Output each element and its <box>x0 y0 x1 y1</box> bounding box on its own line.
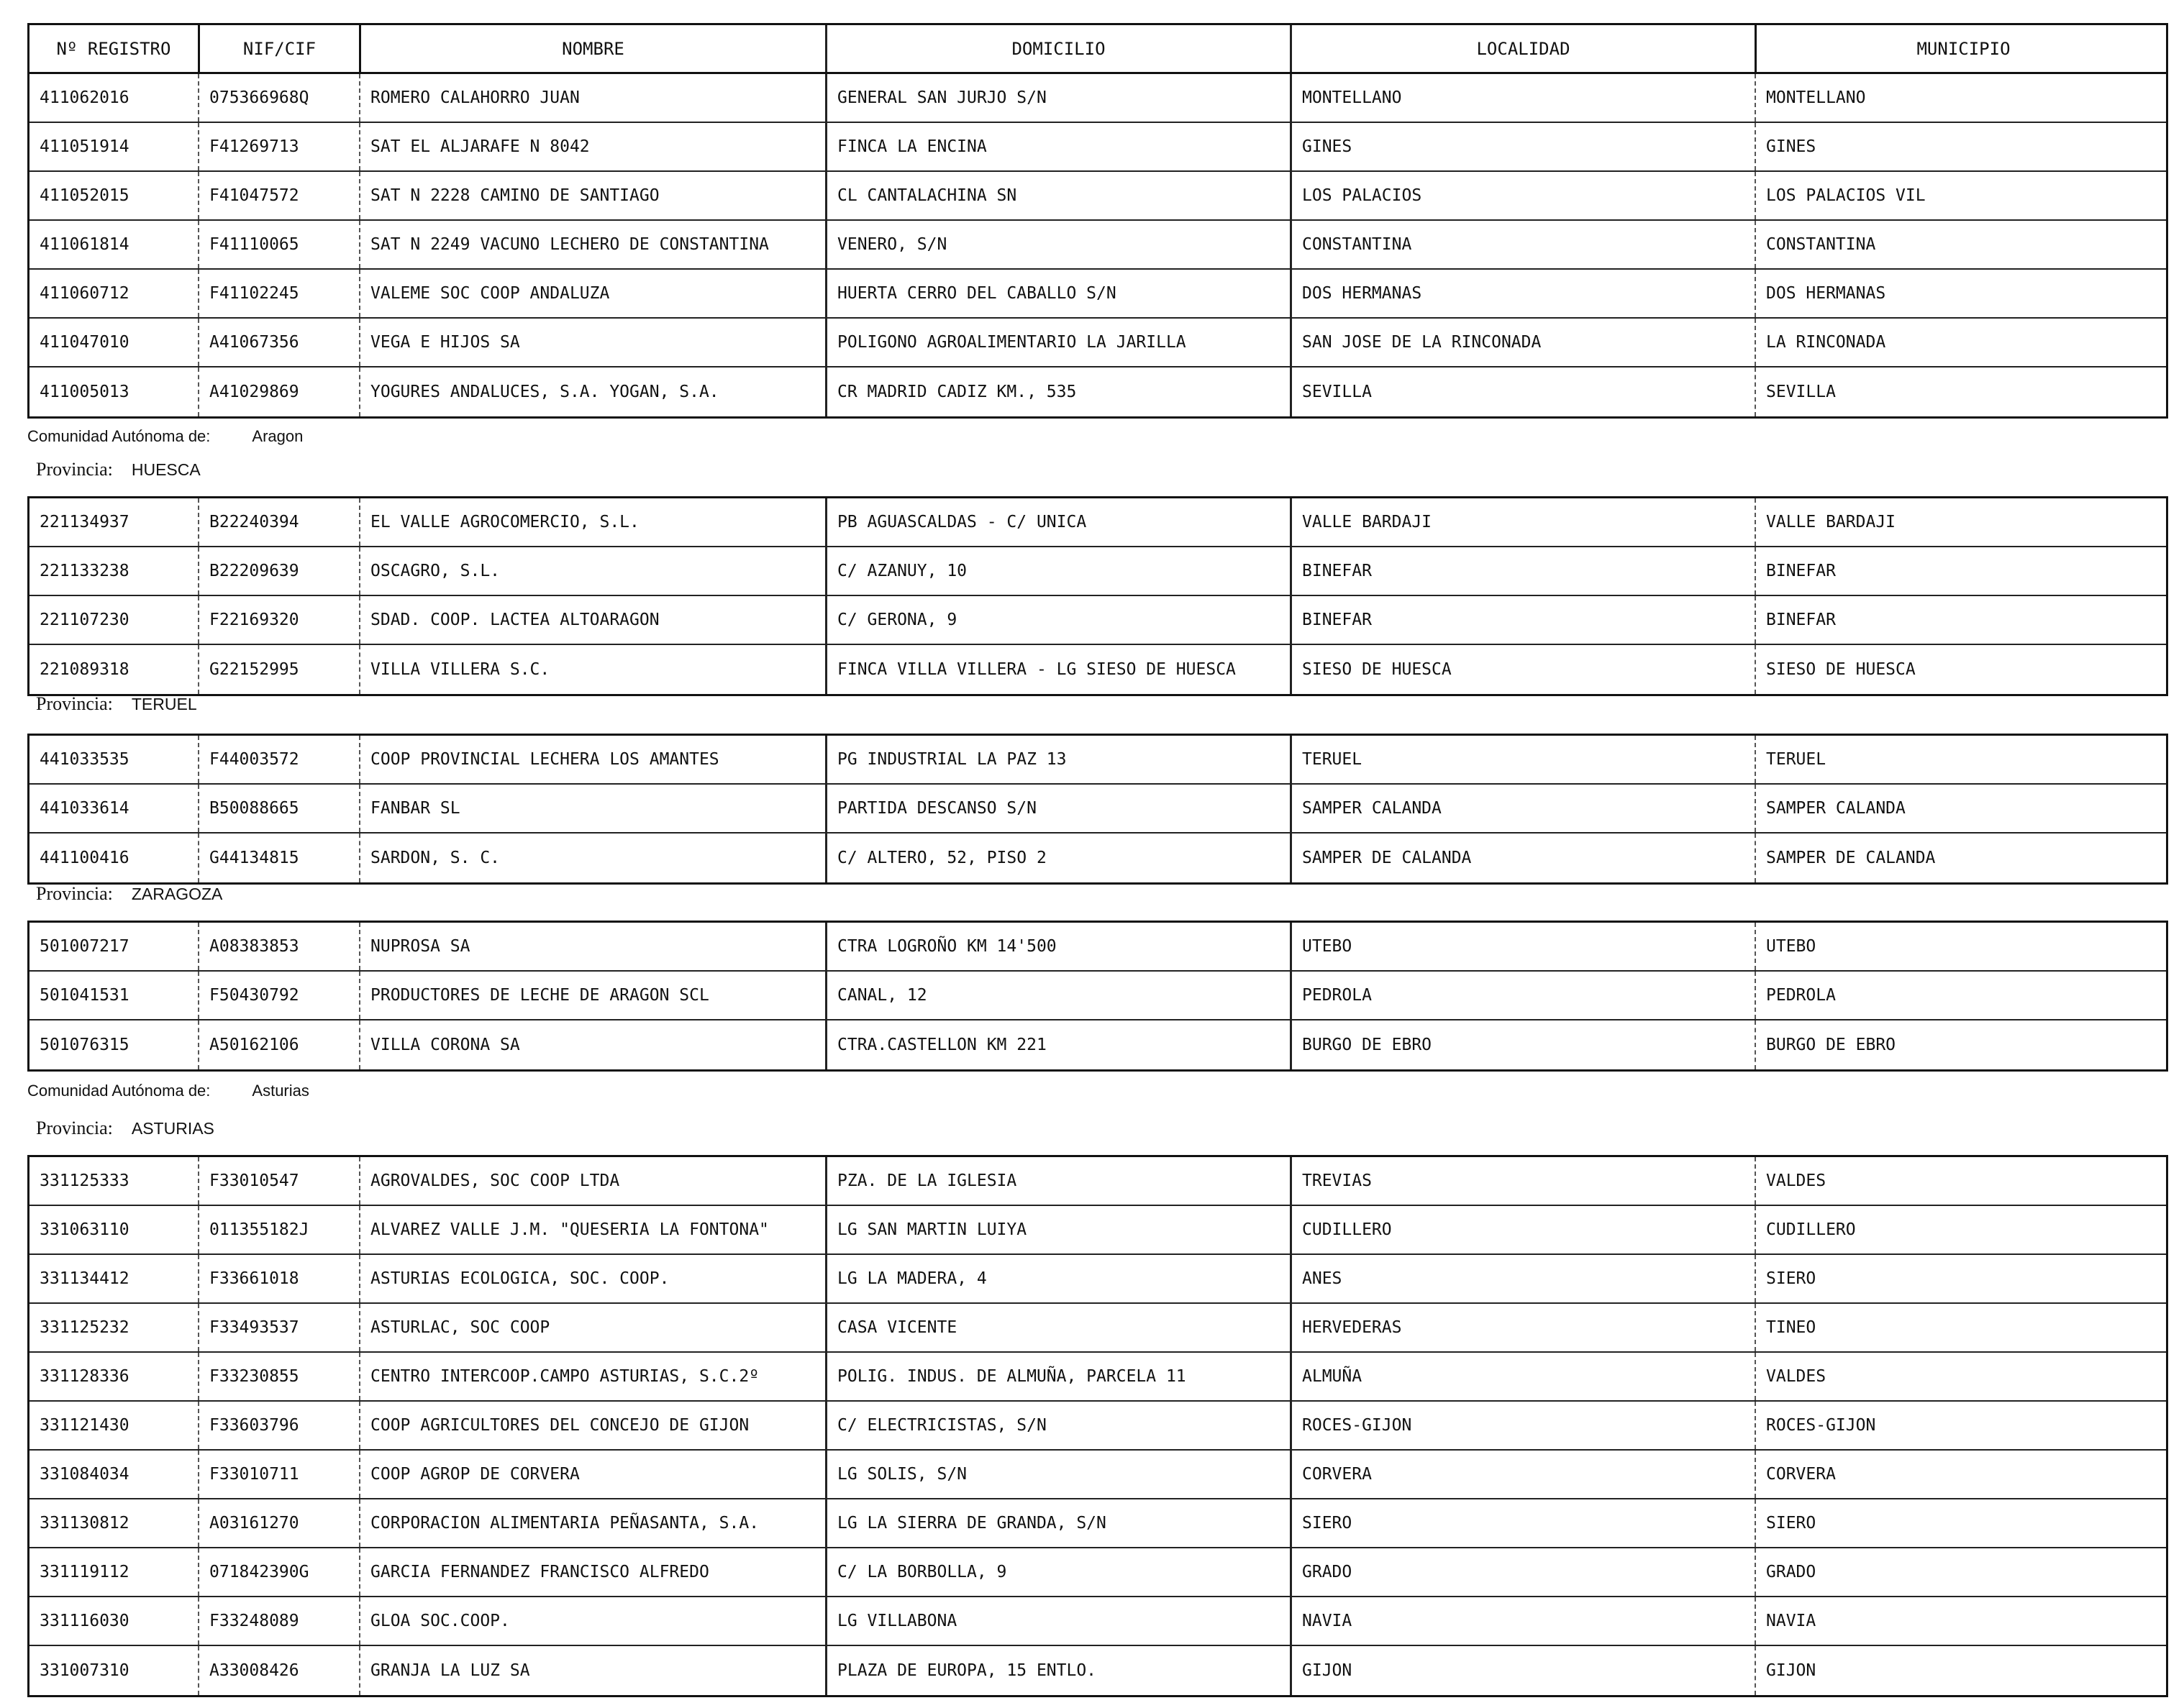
registry-table <box>27 921 2168 1072</box>
cell-localidad: SEVILLA <box>1290 367 1755 416</box>
cell-registro: 221107230 <box>40 611 129 629</box>
cell-registro: 331063110 <box>40 1220 129 1239</box>
cell-nif-cif: F33230855 <box>198 1353 359 1400</box>
table-row <box>29 74 2166 123</box>
cell-registro: 331007310 <box>40 1661 129 1680</box>
comunidad-value: Asturias <box>252 1082 309 1100</box>
cell-nif-cif: G22152995 <box>198 645 359 694</box>
cell-domicilio: C/ GERONA, 9 <box>825 596 1290 644</box>
cell-nombre: SARDON, S. C. <box>359 834 825 882</box>
cell-registro: 331125232 <box>40 1318 129 1337</box>
table-row <box>29 1548 2166 1597</box>
cell-localidad: BURGO DE EBRO <box>1290 1020 1755 1069</box>
cell-domicilio: C/ ALTERO, 52, PISO 2 <box>825 834 1290 882</box>
cell-localidad: ANES <box>1290 1255 1755 1302</box>
cell-municipio: BINEFAR <box>1755 547 2170 595</box>
cell-nombre: VILLA CORONA SA <box>359 1020 825 1069</box>
cell-nombre: SAT N 2249 VACUNO LECHERO DE CONSTANTINA <box>359 221 825 268</box>
registry-table <box>27 734 2168 885</box>
table-row <box>29 172 2166 221</box>
cell-localidad: LOS PALACIOS <box>1290 172 1755 219</box>
provincia-value: TERUEL <box>131 695 197 713</box>
cell-domicilio: C/ LA BORBOLLA, 9 <box>825 1548 1290 1596</box>
table-row <box>29 1157 2166 1206</box>
cell-nif-cif: F33661018 <box>198 1255 359 1302</box>
cell-localidad: GRADO <box>1290 1548 1755 1596</box>
cell-nif-cif: A03161270 <box>198 1499 359 1547</box>
cell-localidad: PEDROLA <box>1290 972 1755 1019</box>
cell-nombre: EL VALLE AGROCOMERCIO, S.L. <box>359 498 825 546</box>
cell-localidad: DOS HERMANAS <box>1290 270 1755 317</box>
cell-domicilio: CL CANTALACHINA SN <box>825 172 1290 219</box>
cell-registro: 331128336 <box>40 1367 129 1386</box>
cell-nif-cif: B22240394 <box>198 498 359 546</box>
cell-nif-cif: 071842390G <box>198 1548 359 1596</box>
cell-municipio: BINEFAR <box>1755 596 2170 644</box>
cell-registro: 441033614 <box>40 799 129 818</box>
cell-nif-cif: F33010547 <box>198 1157 359 1205</box>
cell-localidad: SIERO <box>1290 1499 1755 1547</box>
cell-localidad: CUDILLERO <box>1290 1206 1755 1253</box>
provincia-value: ASTURIAS <box>131 1119 214 1138</box>
cell-localidad: HERVEDERAS <box>1290 1304 1755 1351</box>
table-row <box>29 596 2166 645</box>
cell-municipio: NAVIA <box>1755 1597 2170 1645</box>
provincia-label <box>36 693 197 715</box>
cell-localidad: MONTELLANO <box>1290 74 1755 122</box>
cell-registro: 331130812 <box>40 1514 129 1533</box>
cell-nombre: YOGURES ANDALUCES, S.A. YOGAN, S.A. <box>359 367 825 416</box>
table-row <box>29 645 2166 694</box>
cell-municipio: BURGO DE EBRO <box>1755 1020 2170 1069</box>
cell-municipio: SIERO <box>1755 1255 2170 1302</box>
cell-municipio: GRADO <box>1755 1548 2170 1596</box>
cell-nif-cif: F50430792 <box>198 972 359 1019</box>
cell-domicilio: PLAZA DE EUROPA, 15 ENTLO. <box>825 1646 1290 1695</box>
header-localidad: LOCALIDAD <box>1290 25 1755 72</box>
cell-municipio: GIJON <box>1755 1646 2170 1695</box>
cell-municipio: SIESO DE HUESCA <box>1755 645 2170 694</box>
cell-registro: 411005013 <box>40 383 129 401</box>
cell-localidad: GINES <box>1290 123 1755 170</box>
cell-nif-cif: F44003572 <box>198 736 359 783</box>
cell-registro: 331134412 <box>40 1269 129 1288</box>
table-row <box>29 736 2166 785</box>
cell-municipio: TINEO <box>1755 1304 2170 1351</box>
comunidad-label-text: Comunidad Autónoma de: <box>27 427 211 445</box>
header-nombre: NOMBRE <box>359 25 825 72</box>
table-row <box>29 547 2166 596</box>
cell-nif-cif: 075366968Q <box>198 74 359 122</box>
cell-localidad: GIJON <box>1290 1646 1755 1695</box>
cell-domicilio: VENERO, S/N <box>825 221 1290 268</box>
cell-nombre: COOP PROVINCIAL LECHERA LOS AMANTES <box>359 736 825 783</box>
cell-domicilio: HUERTA CERRO DEL CABALLO S/N <box>825 270 1290 317</box>
cell-registro: 221133238 <box>40 562 129 580</box>
cell-nombre: COOP AGRICULTORES DEL CONCEJO DE GIJON <box>359 1402 825 1449</box>
cell-registro: 441100416 <box>40 849 129 867</box>
cell-domicilio: C/ AZANUY, 10 <box>825 547 1290 595</box>
cell-domicilio: LG SOLIS, S/N <box>825 1451 1290 1498</box>
table-header-row <box>29 25 2166 74</box>
cell-domicilio: LG LA SIERRA DE GRANDA, S/N <box>825 1499 1290 1547</box>
cell-domicilio: PG INDUSTRIAL LA PAZ 13 <box>825 736 1290 783</box>
provincia-value: HUESCA <box>131 460 201 479</box>
cell-domicilio: CTRA.CASTELLON KM 221 <box>825 1020 1290 1069</box>
cell-domicilio: POLIG. INDUS. DE ALMUÑA, PARCELA 11 <box>825 1353 1290 1400</box>
cell-nombre: ASTURIAS ECOLOGICA, SOC. COOP. <box>359 1255 825 1302</box>
cell-nombre: SAT N 2228 CAMINO DE SANTIAGO <box>359 172 825 219</box>
cell-nombre: SDAD. COOP. LACTEA ALTOARAGON <box>359 596 825 644</box>
cell-localidad: CONSTANTINA <box>1290 221 1755 268</box>
cell-municipio: CONSTANTINA <box>1755 221 2170 268</box>
cell-nif-cif: 011355182J <box>198 1206 359 1253</box>
cell-nif-cif: B50088665 <box>198 785 359 832</box>
cell-municipio: PEDROLA <box>1755 972 2170 1019</box>
provincia-label-text: Provincia: <box>36 459 113 480</box>
cell-nif-cif: F41110065 <box>198 221 359 268</box>
provincia-value: ZARAGOZA <box>131 885 223 903</box>
cell-registro: 411051914 <box>40 137 129 156</box>
cell-municipio: UTEBO <box>1755 923 2170 970</box>
cell-localidad: SAMPER DE CALANDA <box>1290 834 1755 882</box>
comunidad-label <box>27 427 303 446</box>
cell-municipio: SAMPER CALANDA <box>1755 785 2170 832</box>
cell-registro: 441033535 <box>40 750 129 769</box>
cell-municipio: SAMPER DE CALANDA <box>1755 834 2170 882</box>
header-domicilio: DOMICILIO <box>825 25 1290 72</box>
table-row <box>29 1304 2166 1353</box>
cell-municipio: DOS HERMANAS <box>1755 270 2170 317</box>
cell-nif-cif: F33248089 <box>198 1597 359 1645</box>
cell-localidad: NAVIA <box>1290 1597 1755 1645</box>
table-row <box>29 270 2166 319</box>
cell-nombre: VEGA E HIJOS SA <box>359 319 825 366</box>
table-row <box>29 1206 2166 1255</box>
cell-nombre: VILLA VILLERA S.C. <box>359 645 825 694</box>
cell-registro: 411060712 <box>40 284 129 303</box>
cell-nombre: VALEME SOC COOP ANDALUZA <box>359 270 825 317</box>
cell-municipio: GINES <box>1755 123 2170 170</box>
cell-nombre: GRANJA LA LUZ SA <box>359 1646 825 1695</box>
cell-registro: 331125333 <box>40 1172 129 1190</box>
cell-nif-cif: A08383853 <box>198 923 359 970</box>
table-row <box>29 1646 2166 1695</box>
cell-localidad: CORVERA <box>1290 1451 1755 1498</box>
cell-municipio: ROCES-GIJON <box>1755 1402 2170 1449</box>
cell-nombre: CENTRO INTERCOOP.CAMPO ASTURIAS, S.C.2º <box>359 1353 825 1400</box>
cell-localidad: UTEBO <box>1290 923 1755 970</box>
cell-municipio: MONTELLANO <box>1755 74 2170 122</box>
table-row <box>29 1353 2166 1402</box>
table-row <box>29 123 2166 172</box>
table-row <box>29 1020 2166 1069</box>
cell-localidad: BINEFAR <box>1290 596 1755 644</box>
cell-localidad: BINEFAR <box>1290 547 1755 595</box>
cell-municipio: TERUEL <box>1755 736 2170 783</box>
cell-municipio: VALLE BARDAJI <box>1755 498 2170 546</box>
provincia-label <box>36 459 201 480</box>
header-registro: Nº REGISTRO <box>56 38 171 59</box>
cell-nif-cif: F33493537 <box>198 1304 359 1351</box>
cell-nif-cif: F33603796 <box>198 1402 359 1449</box>
cell-nombre: ALVAREZ VALLE J.M. "QUESERIA LA FONTONA" <box>359 1206 825 1253</box>
cell-registro: 411047010 <box>40 333 129 352</box>
cell-localidad: TREVIAS <box>1290 1157 1755 1205</box>
cell-nombre: ROMERO CALAHORRO JUAN <box>359 74 825 122</box>
cell-nif-cif: F41047572 <box>198 172 359 219</box>
cell-localidad: VALLE BARDAJI <box>1290 498 1755 546</box>
cell-domicilio: LG SAN MARTIN LUIYA <box>825 1206 1290 1253</box>
cell-localidad: SAMPER CALANDA <box>1290 785 1755 832</box>
cell-localidad: SAN JOSE DE LA RINCONADA <box>1290 319 1755 366</box>
cell-localidad: SIESO DE HUESCA <box>1290 645 1755 694</box>
provincia-label <box>36 1118 214 1139</box>
cell-domicilio: PARTIDA DESCANSO S/N <box>825 785 1290 832</box>
cell-nombre: AGROVALDES, SOC COOP LTDA <box>359 1157 825 1205</box>
cell-domicilio: PB AGUASCALDAS - C/ UNICA <box>825 498 1290 546</box>
header-municipio: MUNICIPIO <box>1755 25 2170 72</box>
cell-nombre: SAT EL ALJARAFE N 8042 <box>359 123 825 170</box>
cell-nombre: COOP AGROP DE CORVERA <box>359 1451 825 1498</box>
cell-nif-cif: F22169320 <box>198 596 359 644</box>
table-row <box>29 1451 2166 1499</box>
cell-municipio: LA RINCONADA <box>1755 319 2170 366</box>
table-row <box>29 923 2166 972</box>
cell-municipio: CORVERA <box>1755 1451 2170 1498</box>
cell-registro: 411062016 <box>40 88 129 107</box>
cell-registro: 411052015 <box>40 186 129 205</box>
cell-municipio: CUDILLERO <box>1755 1206 2170 1253</box>
cell-nombre: OSCAGRO, S.L. <box>359 547 825 595</box>
table-row <box>29 1255 2166 1304</box>
cell-nif-cif: A50162106 <box>198 1020 359 1069</box>
table-row <box>29 1597 2166 1646</box>
cell-municipio: VALDES <box>1755 1157 2170 1205</box>
table-row <box>29 498 2166 547</box>
table-row <box>29 1402 2166 1451</box>
cell-municipio: SEVILLA <box>1755 367 2170 416</box>
cell-registro: 411061814 <box>40 235 129 254</box>
cell-nif-cif: F33010711 <box>198 1451 359 1498</box>
comunidad-value: Aragon <box>252 427 304 445</box>
cell-municipio: LOS PALACIOS VIL <box>1755 172 2170 219</box>
registry-table <box>27 496 2168 696</box>
cell-nif-cif: B22209639 <box>198 547 359 595</box>
cell-nif-cif: A41029869 <box>198 367 359 416</box>
cell-domicilio: CANAL, 12 <box>825 972 1290 1019</box>
registry-table <box>27 1155 2168 1697</box>
table-row <box>29 221 2166 270</box>
table-row <box>29 834 2166 882</box>
provincia-label <box>36 883 222 905</box>
table-row <box>29 1499 2166 1548</box>
cell-nombre: FANBAR SL <box>359 785 825 832</box>
header-nif-cif: NIF/CIF <box>198 25 359 72</box>
cell-municipio: VALDES <box>1755 1353 2170 1400</box>
cell-domicilio: C/ ELECTRICISTAS, S/N <box>825 1402 1290 1449</box>
cell-domicilio: CASA VICENTE <box>825 1304 1290 1351</box>
cell-domicilio: CR MADRID CADIZ KM., 535 <box>825 367 1290 416</box>
cell-domicilio: LG LA MADERA, 4 <box>825 1255 1290 1302</box>
cell-nombre: PRODUCTORES DE LECHE DE ARAGON SCL <box>359 972 825 1019</box>
cell-nombre: GARCIA FERNANDEZ FRANCISCO ALFREDO <box>359 1548 825 1596</box>
cell-nif-cif: F41269713 <box>198 123 359 170</box>
cell-registro: 331116030 <box>40 1612 129 1630</box>
comunidad-label-text: Comunidad Autónoma de: <box>27 1082 211 1100</box>
cell-domicilio: POLIGONO AGROALIMENTARIO LA JARILLA <box>825 319 1290 366</box>
cell-localidad: ALMUÑA <box>1290 1353 1755 1400</box>
provincia-label-text: Provincia: <box>36 693 113 714</box>
cell-municipio: SIERO <box>1755 1499 2170 1547</box>
provincia-label-text: Provincia: <box>36 1118 113 1138</box>
comunidad-label <box>27 1082 309 1100</box>
table-row <box>29 319 2166 367</box>
cell-nombre: CORPORACION ALIMENTARIA PEÑASANTA, S.A. <box>359 1499 825 1547</box>
cell-localidad: TERUEL <box>1290 736 1755 783</box>
table-row <box>29 972 2166 1020</box>
cell-nif-cif: A41067356 <box>198 319 359 366</box>
cell-domicilio: GENERAL SAN JURJO S/N <box>825 74 1290 122</box>
cell-nif-cif: A33008426 <box>198 1646 359 1695</box>
cell-nombre: ASTURLAC, SOC COOP <box>359 1304 825 1351</box>
cell-domicilio: FINCA LA ENCINA <box>825 123 1290 170</box>
cell-domicilio: FINCA VILLA VILLERA - LG SIESO DE HUESCA <box>825 645 1290 694</box>
table-row <box>29 785 2166 834</box>
cell-nif-cif: F41102245 <box>198 270 359 317</box>
provincia-label-text: Provincia: <box>36 883 113 904</box>
cell-domicilio: CTRA LOGROÑO KM 14'500 <box>825 923 1290 970</box>
cell-domicilio: LG VILLABONA <box>825 1597 1290 1645</box>
cell-nombre: NUPROSA SA <box>359 923 825 970</box>
cell-registro: 331119112 <box>40 1563 129 1581</box>
cell-registro: 221089318 <box>40 660 129 679</box>
registry-table <box>27 23 2168 419</box>
cell-registro: 501041531 <box>40 986 129 1005</box>
cell-registro: 501007217 <box>40 937 129 956</box>
cell-registro: 331084034 <box>40 1465 129 1484</box>
cell-nif-cif: G44134815 <box>198 834 359 882</box>
cell-localidad: ROCES-GIJON <box>1290 1402 1755 1449</box>
table-row <box>29 367 2166 416</box>
cell-registro: 221134937 <box>40 513 129 531</box>
cell-nombre: GLOA SOC.COOP. <box>359 1597 825 1645</box>
cell-registro: 501076315 <box>40 1036 129 1054</box>
cell-domicilio: PZA. DE LA IGLESIA <box>825 1157 1290 1205</box>
cell-registro: 331121430 <box>40 1416 129 1435</box>
